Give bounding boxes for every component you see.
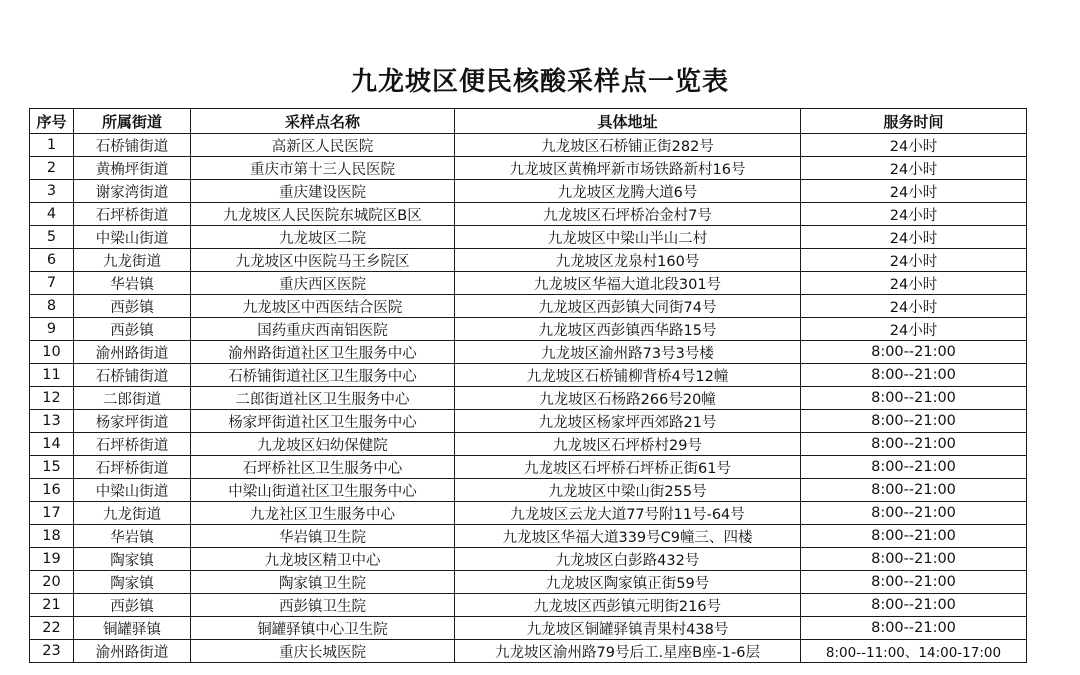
cell-address: 九龙坡区黄桷坪新市场铁路新村16号 bbox=[455, 157, 801, 180]
cell-index: 11 bbox=[30, 364, 74, 387]
cell-address: 九龙坡区西彭镇西华路15号 bbox=[455, 318, 801, 341]
cell-street: 中梁山街道 bbox=[74, 479, 191, 502]
cell-index: 14 bbox=[30, 433, 74, 456]
cell-index: 22 bbox=[30, 617, 74, 640]
cell-service-time: 8:00--21:00 bbox=[801, 456, 1027, 479]
table-row bbox=[30, 180, 1027, 203]
cell-address: 九龙坡区陶家镇正街59号 bbox=[455, 571, 801, 594]
table-row bbox=[30, 203, 1027, 226]
cell-street: 华岩镇 bbox=[74, 525, 191, 548]
cell-service-time: 8:00--21:00 bbox=[801, 594, 1027, 617]
cell-site-name: 高新区人民医院 bbox=[191, 134, 455, 157]
cell-index: 2 bbox=[30, 157, 74, 180]
cell-index: 18 bbox=[30, 525, 74, 548]
cell-street: 石桥铺街道 bbox=[74, 134, 191, 157]
cell-service-time: 8:00--21:00 bbox=[801, 502, 1027, 525]
cell-street: 铜罐驿镇 bbox=[74, 617, 191, 640]
cell-address: 九龙坡区渝州路73号3号楼 bbox=[455, 341, 801, 364]
table-row bbox=[30, 226, 1027, 249]
table-row bbox=[30, 502, 1027, 525]
cell-address: 九龙坡区中梁山半山二村 bbox=[455, 226, 801, 249]
cell-service-time: 8:00--21:00 bbox=[801, 387, 1027, 410]
cell-service-time: 24小时 bbox=[801, 203, 1027, 226]
header-address: 具体地址 bbox=[455, 109, 801, 134]
cell-service-time: 8:00--21:00 bbox=[801, 617, 1027, 640]
cell-index: 9 bbox=[30, 318, 74, 341]
table-row bbox=[30, 456, 1027, 479]
cell-index: 5 bbox=[30, 226, 74, 249]
table-row bbox=[30, 479, 1027, 502]
cell-service-time: 8:00--21:00 bbox=[801, 341, 1027, 364]
cell-index: 15 bbox=[30, 456, 74, 479]
cell-address: 九龙坡区白彭路432号 bbox=[455, 548, 801, 571]
cell-site-name: 国药重庆西南铝医院 bbox=[191, 318, 455, 341]
cell-service-time: 8:00--21:00 bbox=[801, 364, 1027, 387]
cell-street: 谢家湾街道 bbox=[74, 180, 191, 203]
cell-service-time: 24小时 bbox=[801, 134, 1027, 157]
cell-street: 西彭镇 bbox=[74, 295, 191, 318]
cell-address: 九龙坡区铜罐驿镇青果村438号 bbox=[455, 617, 801, 640]
table-row bbox=[30, 594, 1027, 617]
cell-site-name: 九龙坡区中西医结合医院 bbox=[191, 295, 455, 318]
cell-address: 九龙坡区华福大道北段301号 bbox=[455, 272, 801, 295]
cell-street: 二郎街道 bbox=[74, 387, 191, 410]
cell-service-time: 8:00--21:00 bbox=[801, 410, 1027, 433]
table-row bbox=[30, 640, 1027, 663]
table-row bbox=[30, 295, 1027, 318]
cell-street: 九龙街道 bbox=[74, 249, 191, 272]
cell-site-name: 西彭镇卫生院 bbox=[191, 594, 455, 617]
page-title: 九龙坡区便民核酸采样点一览表 bbox=[350, 67, 729, 97]
cell-street: 杨家坪街道 bbox=[74, 410, 191, 433]
cell-index: 7 bbox=[30, 272, 74, 295]
cell-address: 九龙坡区石桥铺柳背桥4号12幢 bbox=[455, 364, 801, 387]
cell-site-name: 石桥铺街道社区卫生服务中心 bbox=[191, 364, 455, 387]
cell-street: 石桥铺街道 bbox=[74, 364, 191, 387]
cell-street: 陶家镇 bbox=[74, 571, 191, 594]
cell-service-time: 24小时 bbox=[801, 157, 1027, 180]
cell-service-time: 24小时 bbox=[801, 180, 1027, 203]
cell-address: 九龙坡区华福大道339号C9幢三、四楼 bbox=[455, 525, 801, 548]
header-site-name: 采样点名称 bbox=[191, 109, 455, 134]
cell-site-name: 九龙坡区妇幼保健院 bbox=[191, 433, 455, 456]
cell-address: 九龙坡区龙泉村160号 bbox=[455, 249, 801, 272]
cell-site-name: 九龙坡区人民医院东城院区B区 bbox=[191, 203, 455, 226]
cell-site-name: 九龙坡区二院 bbox=[191, 226, 455, 249]
cell-street: 西彭镇 bbox=[74, 318, 191, 341]
table-row bbox=[30, 134, 1027, 157]
cell-service-time: 8:00--21:00 bbox=[801, 571, 1027, 594]
table-row bbox=[30, 157, 1027, 180]
cell-street: 中梁山街道 bbox=[74, 226, 191, 249]
sampling-sites-table bbox=[29, 108, 1027, 663]
cell-street: 陶家镇 bbox=[74, 548, 191, 571]
cell-address: 九龙坡区渝州路79号后工.星座B座-1-6层 bbox=[455, 640, 801, 663]
cell-address: 九龙坡区石坪桥冶金村7号 bbox=[455, 203, 801, 226]
cell-index: 12 bbox=[30, 387, 74, 410]
cell-site-name: 九龙坡区精卫中心 bbox=[191, 548, 455, 571]
cell-index: 10 bbox=[30, 341, 74, 364]
cell-service-time: 24小时 bbox=[801, 295, 1027, 318]
table-header-row bbox=[30, 109, 1027, 134]
table-row bbox=[30, 410, 1027, 433]
table-row bbox=[30, 617, 1027, 640]
cell-site-name: 重庆西区医院 bbox=[191, 272, 455, 295]
table-row bbox=[30, 387, 1027, 410]
cell-index: 16 bbox=[30, 479, 74, 502]
cell-site-name: 石坪桥社区卫生服务中心 bbox=[191, 456, 455, 479]
table-row bbox=[30, 433, 1027, 456]
cell-site-name: 重庆市第十三人民医院 bbox=[191, 157, 455, 180]
cell-site-name: 陶家镇卫生院 bbox=[191, 571, 455, 594]
cell-street: 西彭镇 bbox=[74, 594, 191, 617]
cell-address: 九龙坡区云龙大道77号附11号-64号 bbox=[455, 502, 801, 525]
cell-index: 23 bbox=[30, 640, 74, 663]
cell-service-time: 24小时 bbox=[801, 318, 1027, 341]
cell-service-time: 8:00--21:00 bbox=[801, 433, 1027, 456]
table-row bbox=[30, 249, 1027, 272]
cell-index: 8 bbox=[30, 295, 74, 318]
cell-service-time: 24小时 bbox=[801, 226, 1027, 249]
cell-index: 1 bbox=[30, 134, 74, 157]
cell-street: 石坪桥街道 bbox=[74, 433, 191, 456]
cell-street: 九龙街道 bbox=[74, 502, 191, 525]
cell-address: 九龙坡区石杨路266号20幢 bbox=[455, 387, 801, 410]
cell-site-name: 二郎街道社区卫生服务中心 bbox=[191, 387, 455, 410]
cell-site-name: 重庆建设医院 bbox=[191, 180, 455, 203]
cell-index: 4 bbox=[30, 203, 74, 226]
cell-site-name: 九龙坡区中医院马王乡院区 bbox=[191, 249, 455, 272]
header-index: 序号 bbox=[30, 109, 74, 134]
cell-site-name: 渝州路街道社区卫生服务中心 bbox=[191, 341, 455, 364]
cell-address: 九龙坡区石桥铺正街282号 bbox=[455, 134, 801, 157]
cell-address: 九龙坡区西彭镇元明街216号 bbox=[455, 594, 801, 617]
cell-address: 九龙坡区石坪桥石坪桥正街61号 bbox=[455, 456, 801, 479]
table-row bbox=[30, 525, 1027, 548]
cell-street: 石坪桥街道 bbox=[74, 203, 191, 226]
cell-site-name: 华岩镇卫生院 bbox=[191, 525, 455, 548]
header-street: 所属街道 bbox=[74, 109, 191, 134]
cell-index: 6 bbox=[30, 249, 74, 272]
table-row bbox=[30, 571, 1027, 594]
cell-index: 17 bbox=[30, 502, 74, 525]
table-row bbox=[30, 318, 1027, 341]
table-row bbox=[30, 364, 1027, 387]
cell-site-name: 重庆长城医院 bbox=[191, 640, 455, 663]
cell-street: 黄桷坪街道 bbox=[74, 157, 191, 180]
cell-street: 石坪桥街道 bbox=[74, 456, 191, 479]
cell-street: 渝州路街道 bbox=[74, 640, 191, 663]
cell-index: 20 bbox=[30, 571, 74, 594]
cell-service-time: 8:00--11:00、14:00-17:00 bbox=[801, 640, 1027, 663]
cell-site-name: 中梁山街道社区卫生服务中心 bbox=[191, 479, 455, 502]
cell-address: 九龙坡区石坪桥村29号 bbox=[455, 433, 801, 456]
cell-service-time: 24小时 bbox=[801, 272, 1027, 295]
cell-site-name: 九龙社区卫生服务中心 bbox=[191, 502, 455, 525]
cell-index: 3 bbox=[30, 180, 74, 203]
cell-service-time: 8:00--21:00 bbox=[801, 525, 1027, 548]
cell-address: 九龙坡区西彭镇大同街74号 bbox=[455, 295, 801, 318]
cell-service-time: 8:00--21:00 bbox=[801, 548, 1027, 571]
cell-address: 九龙坡区龙腾大道6号 bbox=[455, 180, 801, 203]
cell-index: 13 bbox=[30, 410, 74, 433]
table-row bbox=[30, 272, 1027, 295]
cell-site-name: 铜罐驿镇中心卫生院 bbox=[191, 617, 455, 640]
cell-address: 九龙坡区中梁山街255号 bbox=[455, 479, 801, 502]
table-row bbox=[30, 548, 1027, 571]
cell-street: 渝州路街道 bbox=[74, 341, 191, 364]
cell-service-time: 8:00--21:00 bbox=[801, 479, 1027, 502]
cell-service-time: 24小时 bbox=[801, 249, 1027, 272]
cell-address: 九龙坡区杨家坪西郊路21号 bbox=[455, 410, 801, 433]
cell-site-name: 杨家坪街道社区卫生服务中心 bbox=[191, 410, 455, 433]
cell-street: 华岩镇 bbox=[74, 272, 191, 295]
cell-index: 21 bbox=[30, 594, 74, 617]
cell-index: 19 bbox=[30, 548, 74, 571]
table-row bbox=[30, 341, 1027, 364]
header-service-time: 服务时间 bbox=[801, 109, 1027, 134]
